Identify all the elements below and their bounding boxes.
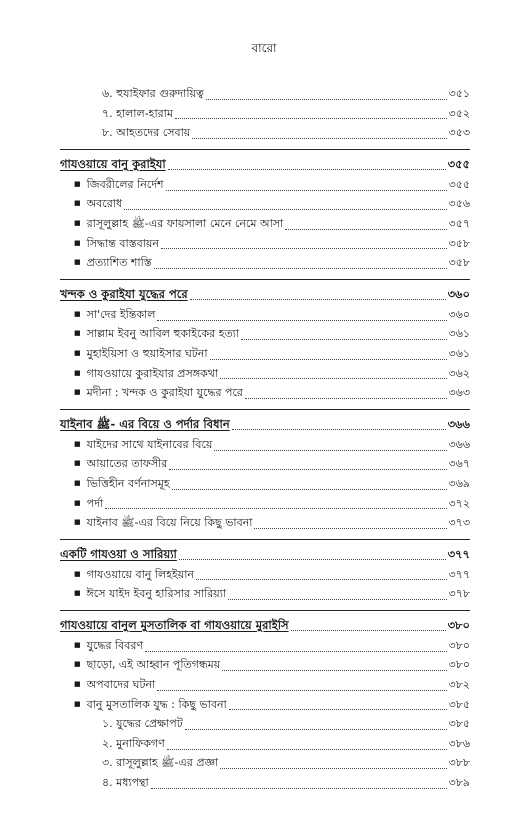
toc-entry-title: ■ যাইদের সাথে যাইনাবের বিয়ে — [74, 435, 212, 455]
dot-leader — [190, 286, 446, 300]
toc-entry-title: ৮. আহতদের সেবায় — [102, 126, 191, 140]
toc-section-heading — [60, 414, 470, 435]
dot-leader — [166, 177, 447, 191]
dot-leader — [241, 326, 446, 340]
toc-page-number: ৩৭৭ — [447, 546, 470, 561]
toc-page-number: ৩৭২ — [448, 496, 470, 510]
toc-entry — [60, 636, 470, 656]
dot-leader — [151, 775, 447, 789]
toc-entry-title: ■ মুহাইয়িসা ও হুয়াইসার ঘটনা — [74, 344, 208, 364]
toc-page-number: ৩৮২ — [448, 678, 470, 692]
dot-leader — [220, 365, 446, 379]
toc-page-number: ৩৭৮ — [448, 587, 470, 601]
toc-entry-title: ■ গাযওয়ায়ে কুরাইযার প্রসঙ্গকথা — [74, 364, 218, 384]
dot-leader — [175, 105, 447, 119]
dot-leader — [154, 255, 447, 269]
toc-entry-title: ৭. হালাল-হারাম — [102, 106, 173, 120]
toc-section-heading — [60, 284, 470, 305]
toc-entry-title: খন্দক ও কুরাইযা যুদ্ধের পরে — [60, 286, 188, 301]
toc-entry-title: ■ অবরোধ — [74, 194, 122, 214]
toc-page-number: ৩৮৯ — [448, 776, 470, 790]
toc-entry-title: যাইনাব ﷺ- এর বিয়ে ও পর্দার বিধান — [60, 416, 230, 431]
toc-page-number: ৩৫৮ — [448, 256, 470, 270]
dot-leader — [179, 546, 446, 560]
toc-entry-title: একটি গাযওয়া ও সারিয়্যা — [60, 546, 177, 561]
toc-page-number: ৩৮০ — [448, 658, 470, 672]
dot-leader — [157, 307, 446, 321]
toc-page-number: ৩৫৮ — [448, 236, 470, 250]
dot-leader — [210, 346, 447, 360]
toc-page-number: ৩৬৭ — [448, 457, 470, 471]
toc-page-number: ৩৬১ — [448, 327, 470, 341]
table-of-contents — [60, 84, 470, 793]
toc-page-number: ৩৬৬ — [448, 437, 470, 451]
toc-entry — [60, 234, 470, 254]
toc-page-number: ৩৮৬ — [448, 736, 470, 750]
dot-leader — [161, 235, 447, 249]
dot-leader — [245, 385, 447, 399]
dot-leader — [168, 156, 446, 170]
toc-entry — [60, 383, 470, 403]
toc-entry — [60, 584, 470, 604]
dot-leader — [285, 216, 446, 230]
dot-leader — [214, 437, 446, 451]
toc-section-heading — [60, 615, 470, 636]
toc-entry — [60, 84, 470, 104]
page-header: বারো — [251, 41, 277, 55]
toc-entry — [60, 435, 470, 455]
toc-entry-title: ■ সা'দের ইন্তিকাল — [74, 305, 155, 325]
toc-entry-title: গাযওয়ায়ে বানু কুরাইযা — [60, 156, 166, 171]
toc-entry-title: ৪. মধ্যপন্থা — [102, 776, 149, 790]
toc-entry — [60, 714, 470, 734]
section-divider — [60, 539, 470, 540]
toc-entry-title: ■ প্রত্যাশিত শাস্তি — [74, 253, 152, 273]
toc-page-number: ৩৫৭ — [448, 216, 470, 230]
toc-entry — [60, 214, 470, 234]
toc-page-number: ৩৫৬ — [448, 197, 470, 211]
dot-leader — [228, 586, 446, 600]
toc-entry — [60, 454, 470, 474]
toc-entry-title: ৬. হুযাইফার গুরুদায়িত্ব — [102, 87, 204, 100]
dot-leader — [157, 677, 446, 691]
toc-page-number: ৩৮৫ — [448, 717, 470, 731]
toc-page-number: ৩৫৫ — [447, 156, 470, 171]
toc-entry-title: ■ গাযওয়ায়ে বানু লিহইয়ান — [74, 565, 194, 585]
toc-entry-title: ■ অপবাদের ঘটনা — [74, 675, 155, 695]
section-divider — [60, 610, 470, 611]
toc-page-number: ৩৭৭ — [448, 567, 470, 581]
toc-entry-title: ১. যুদ্ধের প্রেক্ষাপট — [102, 717, 183, 731]
toc-section-heading — [60, 544, 470, 565]
toc-entry-title: ■ যাইনাব ﷺ-এর বিয়ে নিয়ে কিছু ভাবনা — [74, 513, 252, 533]
dot-leader — [172, 476, 447, 490]
toc-entry-title: ■ মদীনা : খন্দক ও কুরাইযা যুদ্ধের পরে — [74, 383, 243, 403]
toc-entry — [60, 364, 470, 384]
toc-entry-title: ■ যুদ্ধের বিবরণ — [74, 636, 143, 656]
toc-page-number: ৩৫১ — [448, 87, 470, 100]
toc-entry-title: ■ ভিত্তিহীন বর্ণনাসমূহ — [74, 474, 170, 494]
dot-leader — [167, 736, 447, 750]
toc-page-number: ৩৬৯ — [448, 476, 470, 490]
toc-page-number: ৩৮০ — [448, 638, 470, 652]
toc-entry-title: ■ সিদ্ধান্ত বাস্তবায়ন — [74, 234, 159, 254]
toc-page-number: ৩৬১ — [448, 346, 470, 360]
toc-entry — [60, 194, 470, 214]
dot-leader — [291, 617, 446, 631]
toc-entry — [60, 305, 470, 325]
toc-page-number: ৩৫২ — [448, 106, 470, 120]
toc-page-number: ৩৬৬ — [447, 416, 470, 431]
dot-leader — [254, 515, 446, 529]
dot-leader — [229, 696, 447, 710]
toc-entry-title: ■ জিবরীলের নির্দেশ — [74, 175, 164, 195]
toc-entry — [60, 565, 470, 585]
toc-entry-title: ■ ছাড়ো, এই আহ্বান পূতিগন্ধময় — [74, 655, 220, 675]
toc-entry — [60, 344, 470, 364]
toc-entry — [60, 123, 470, 143]
dot-leader — [220, 755, 446, 769]
toc-entry-title: ২. মুনাফিকগণ — [102, 736, 165, 750]
dot-leader — [124, 196, 446, 210]
toc-page-number: ৩৭৩ — [448, 516, 470, 530]
toc-entry — [60, 513, 470, 533]
toc-page-number: ৩৮৮ — [448, 756, 470, 770]
toc-entry-title: ■ সাল্লাম ইবনু আবিল হুকাইকের হত্যা — [74, 324, 239, 344]
section-divider — [60, 409, 470, 410]
section-divider — [60, 279, 470, 280]
toc-page-number: ৩৮৫ — [448, 697, 470, 711]
toc-page-number: ৩৬০ — [448, 307, 470, 321]
dot-leader — [145, 638, 446, 652]
toc-entry-title: ■ ঈসে যাইদ ইবনু হারিসার সারিয়্যা — [74, 584, 226, 604]
toc-entry — [60, 773, 470, 793]
toc-entry — [60, 104, 470, 124]
toc-page-number: ৩৫৩ — [448, 126, 470, 140]
toc-entry — [60, 474, 470, 494]
toc-entry — [60, 734, 470, 754]
dot-leader — [206, 86, 447, 100]
dot-leader — [169, 456, 446, 470]
section-divider — [60, 149, 470, 150]
dot-leader — [192, 125, 446, 139]
toc-page-number: ৩৬২ — [448, 366, 470, 380]
dot-leader — [105, 495, 446, 509]
toc-entry-title: ■ আয়াতের তাফসীর — [74, 454, 167, 474]
toc-entry — [60, 675, 470, 695]
toc-entry — [60, 253, 470, 273]
dot-leader — [196, 566, 447, 580]
toc-entry — [60, 494, 470, 514]
toc-entry-title: ■ পর্দা — [74, 494, 103, 514]
toc-entry — [60, 175, 470, 195]
toc-entry-title: ৩. রাসূলুল্লাহ ﷺ-এর প্রজ্ঞা — [102, 756, 219, 770]
toc-entry-title: গাযওয়ায়ে বানুল মুসতালিক বা গাযওয়ায়ে মুরাইসি — [60, 617, 289, 632]
toc-page-number: ৩৮০ — [447, 617, 470, 632]
toc-entry — [60, 695, 470, 715]
toc-entry — [60, 655, 470, 675]
toc-page-number: ৩৬৩ — [448, 386, 470, 400]
dot-leader — [222, 657, 446, 671]
toc-entry-title: ■ রাসূলুল্লাহ ﷺ-এর ফায়সালা মেনে নেমে আসা — [74, 214, 283, 234]
dot-leader — [232, 416, 446, 430]
toc-entry-title: ■ বানু মুসতালিক যুদ্ধ : কিছু ভাবনা — [74, 695, 227, 715]
toc-entry — [60, 753, 470, 773]
toc-page-number: ৩৫৫ — [448, 177, 470, 191]
toc-entry — [60, 324, 470, 344]
toc-page-number: ৩৬০ — [447, 286, 470, 301]
toc-section-heading — [60, 154, 470, 175]
dot-leader — [185, 716, 447, 730]
